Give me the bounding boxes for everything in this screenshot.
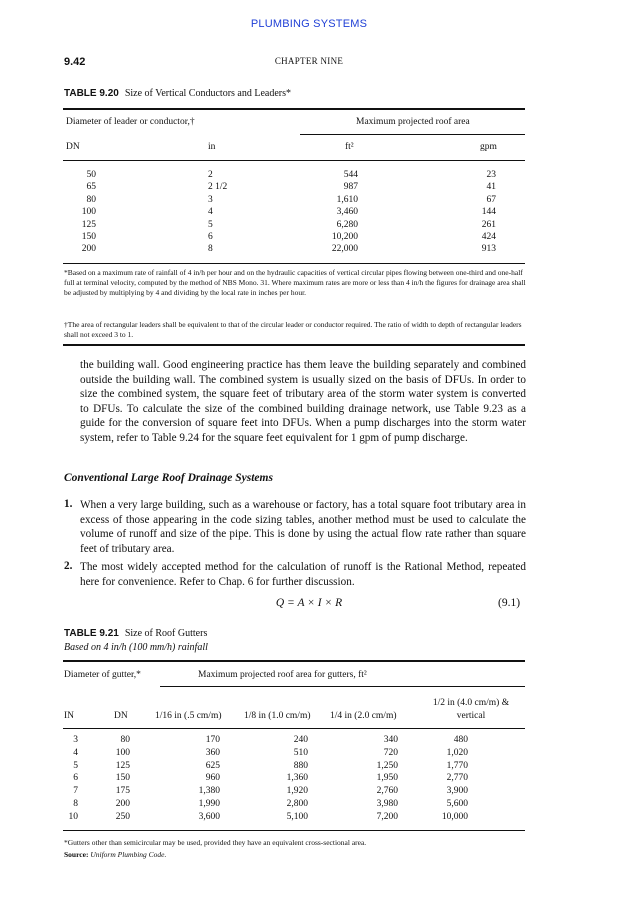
table-cell: 125 xyxy=(115,760,130,771)
table-9-21-caption xyxy=(64,628,207,639)
table-cell: 510 xyxy=(293,747,308,758)
table-9-20-caption xyxy=(64,88,291,99)
column-header: DN xyxy=(66,142,80,152)
table-cell: 150 xyxy=(81,232,96,242)
table-cell: 8 xyxy=(208,244,213,255)
table-cell: 1,990 xyxy=(198,799,220,809)
table-cell: 3,600 xyxy=(198,811,220,822)
table-cell: 2,770 xyxy=(446,773,468,784)
table-cell: 7 xyxy=(73,786,78,797)
column-group-header: Maximum projected roof area for gutters, ft² xyxy=(198,670,367,680)
table-cell: 125 xyxy=(81,219,96,230)
table-rule xyxy=(63,344,525,346)
table-title: Size of Vertical Conductors and Leaders* xyxy=(124,88,291,99)
table-cell: 6 xyxy=(208,232,213,242)
table-rule xyxy=(63,660,525,662)
table-cell: 65 xyxy=(86,182,96,193)
column-group-header: Diameter of gutter,* xyxy=(64,670,141,680)
table-cell: 1,250 xyxy=(376,760,398,771)
chapter-title: CHAPTER NINE xyxy=(274,56,344,66)
source-label: Source: xyxy=(64,850,89,859)
table-cell: 10,000 xyxy=(441,811,468,822)
table-cell: 3 xyxy=(208,194,213,205)
table-cell: 2 1/2 xyxy=(208,182,228,193)
table-cell: 150 xyxy=(115,773,130,784)
table-rule xyxy=(160,686,525,687)
table-cell: 1,610 xyxy=(336,194,358,205)
table-cell: 880 xyxy=(293,760,308,771)
column-header: DN xyxy=(114,711,128,721)
table-cell: 200 xyxy=(115,799,130,809)
table-subtitle: Based on 4 in/h (100 mm/h) rainfall xyxy=(64,642,208,653)
table-cell: 5 xyxy=(73,760,78,771)
table-cell: 100 xyxy=(115,747,130,758)
table-title: Size of Roof Gutters xyxy=(124,628,208,639)
table-footnote: †The area of rectangular leaders shall be equivalent to that of the circular leader or conductor required. The ratio of width to depth of rectangular leaders shall not exceed 3 to 1. xyxy=(64,320,522,339)
list-item-text: When a very large building, such as a warehouse or factory, has a total square foot tributary area in excess of those appearing in the code sizing tables, another method must be used to calculate the volume of runoff and size of the pipe. This is done by using the actual flow rate rather than square feet of tributary area. xyxy=(80,499,526,555)
table-cell: 4 xyxy=(73,747,78,758)
table-cell: 7,200 xyxy=(376,811,398,822)
table-cell: 2 xyxy=(208,170,213,180)
table-cell: 41 xyxy=(486,182,496,193)
list-item-text: The most widely accepted method for the calculation of runoff is the Rational Method, repeated here for convenience. Refer to Chap. 6 for further discussion. xyxy=(80,561,526,588)
table-cell: 6,280 xyxy=(336,219,358,230)
table-rule xyxy=(63,830,525,831)
body-paragraph: the building wall. Good engineering practice has them leave the building separately and combined outside the building wall. The combined system is usually sized on the basis of DFUs. In order to size the combined system, the square feet of tributary area of the storm water system is converted to DFUs. To calculate the size of the combined building drainage network, use Table 9.23 as a guide for the conversion of square feet into DFUs. When a pump discharges into the storm water system, refer to Table 9.24 for the square feet equivalent for 1 gpm of pump discharge. xyxy=(80,359,526,444)
table-cell: 1,950 xyxy=(376,773,398,784)
list-item-number: 1. xyxy=(64,498,73,510)
table-cell: 3,900 xyxy=(446,786,468,797)
page-number: 9.42 xyxy=(64,56,86,68)
table-cell: 23 xyxy=(486,170,496,180)
column-group-header: Diameter of leader or conductor,† xyxy=(66,117,195,127)
table-cell: 4 xyxy=(208,207,213,218)
table-cell: 3 xyxy=(73,735,78,745)
table-cell: 50 xyxy=(86,170,96,180)
table-footnote: *Based on a maximum rate of rainfall of 4 in/h per hour and on the hydraulic capacities of vertical circular pipes flowing between one-third and one-half full at terminal velocity, computed by the method of NBS Mono. 31. Where maximum rates are more or less than 4 in/h the figures for drainage area shall be adjusted by multiplying by 4 and dividing by the local rate in inches per hour. xyxy=(64,268,526,297)
table-cell: 5 xyxy=(208,219,213,230)
table-cell: 5,600 xyxy=(446,799,468,809)
table-cell: 720 xyxy=(383,747,398,758)
equation-number: (9.1) xyxy=(498,597,521,609)
table-cell: 5,100 xyxy=(286,811,308,822)
table-cell: 424 xyxy=(481,232,496,242)
column-header: 1/4 in (2.0 cm/m) xyxy=(330,711,397,721)
table-cell: 987 xyxy=(343,182,358,193)
column-header: ft² xyxy=(345,142,354,152)
table-rule xyxy=(63,108,525,110)
running-head: PLUMBING SYSTEMS xyxy=(250,18,368,30)
column-header: vertical xyxy=(456,711,486,721)
table-cell: 544 xyxy=(343,170,358,180)
table-rule xyxy=(300,134,525,135)
column-header: IN xyxy=(64,711,75,721)
table-cell: 80 xyxy=(120,735,130,745)
column-header: 1/8 in (1.0 cm/m) xyxy=(244,711,311,721)
table-cell: 2,760 xyxy=(376,786,398,797)
table-cell: 10,200 xyxy=(331,232,358,242)
table-footnote: *Gutters other than semicircular may be used, provided they have an equivalent cross-sectional area. xyxy=(64,838,367,847)
column-header: in xyxy=(208,142,216,152)
table-cell: 3,980 xyxy=(376,799,398,809)
source-text: Uniform Plumbing Code. xyxy=(90,850,167,859)
table-cell: 1,770 xyxy=(446,760,468,771)
table-cell: 175 xyxy=(115,786,130,797)
table-cell: 261 xyxy=(481,219,496,230)
table-cell: 200 xyxy=(81,244,96,255)
table-cell: 144 xyxy=(481,207,496,218)
table-cell: 170 xyxy=(205,735,220,745)
table-rule xyxy=(63,160,525,161)
equation: Q = A × I × R xyxy=(275,597,343,609)
section-subheading: Conventional Large Roof Drainage Systems xyxy=(64,472,273,484)
table-cell: 2,800 xyxy=(286,799,308,809)
table-label: TABLE 9.21 xyxy=(64,628,119,639)
table-source xyxy=(64,850,530,860)
table-cell: 360 xyxy=(205,747,220,758)
table-cell: 3,460 xyxy=(336,207,358,218)
table-cell: 1,380 xyxy=(198,786,220,797)
table-cell: 625 xyxy=(205,760,220,771)
table-cell: 1,020 xyxy=(446,747,468,758)
column-group-header: Maximum projected roof area xyxy=(356,117,470,127)
table-rule xyxy=(63,728,525,729)
table-label: TABLE 9.20 xyxy=(64,88,119,99)
table-cell: 6 xyxy=(73,773,78,784)
table-cell: 80 xyxy=(86,194,96,205)
table-cell: 1,920 xyxy=(286,786,308,797)
table-cell: 340 xyxy=(383,735,398,745)
table-cell: 1,360 xyxy=(286,773,308,784)
table-rule xyxy=(63,263,525,264)
column-header: 1/2 in (4.0 cm/m) & xyxy=(432,698,510,708)
list-item-number: 2. xyxy=(64,560,73,572)
column-header: gpm xyxy=(480,142,497,152)
table-cell: 960 xyxy=(205,773,220,784)
table-cell: 100 xyxy=(81,207,96,218)
table-cell: 22,000 xyxy=(331,244,358,255)
table-cell: 913 xyxy=(481,244,496,255)
table-cell: 250 xyxy=(115,811,130,822)
table-cell: 67 xyxy=(486,194,496,205)
table-cell: 240 xyxy=(293,735,308,745)
table-cell: 8 xyxy=(73,799,78,809)
table-cell: 10 xyxy=(68,811,78,822)
column-header: 1/16 in (.5 cm/m) xyxy=(155,711,222,721)
table-cell: 480 xyxy=(453,735,468,745)
